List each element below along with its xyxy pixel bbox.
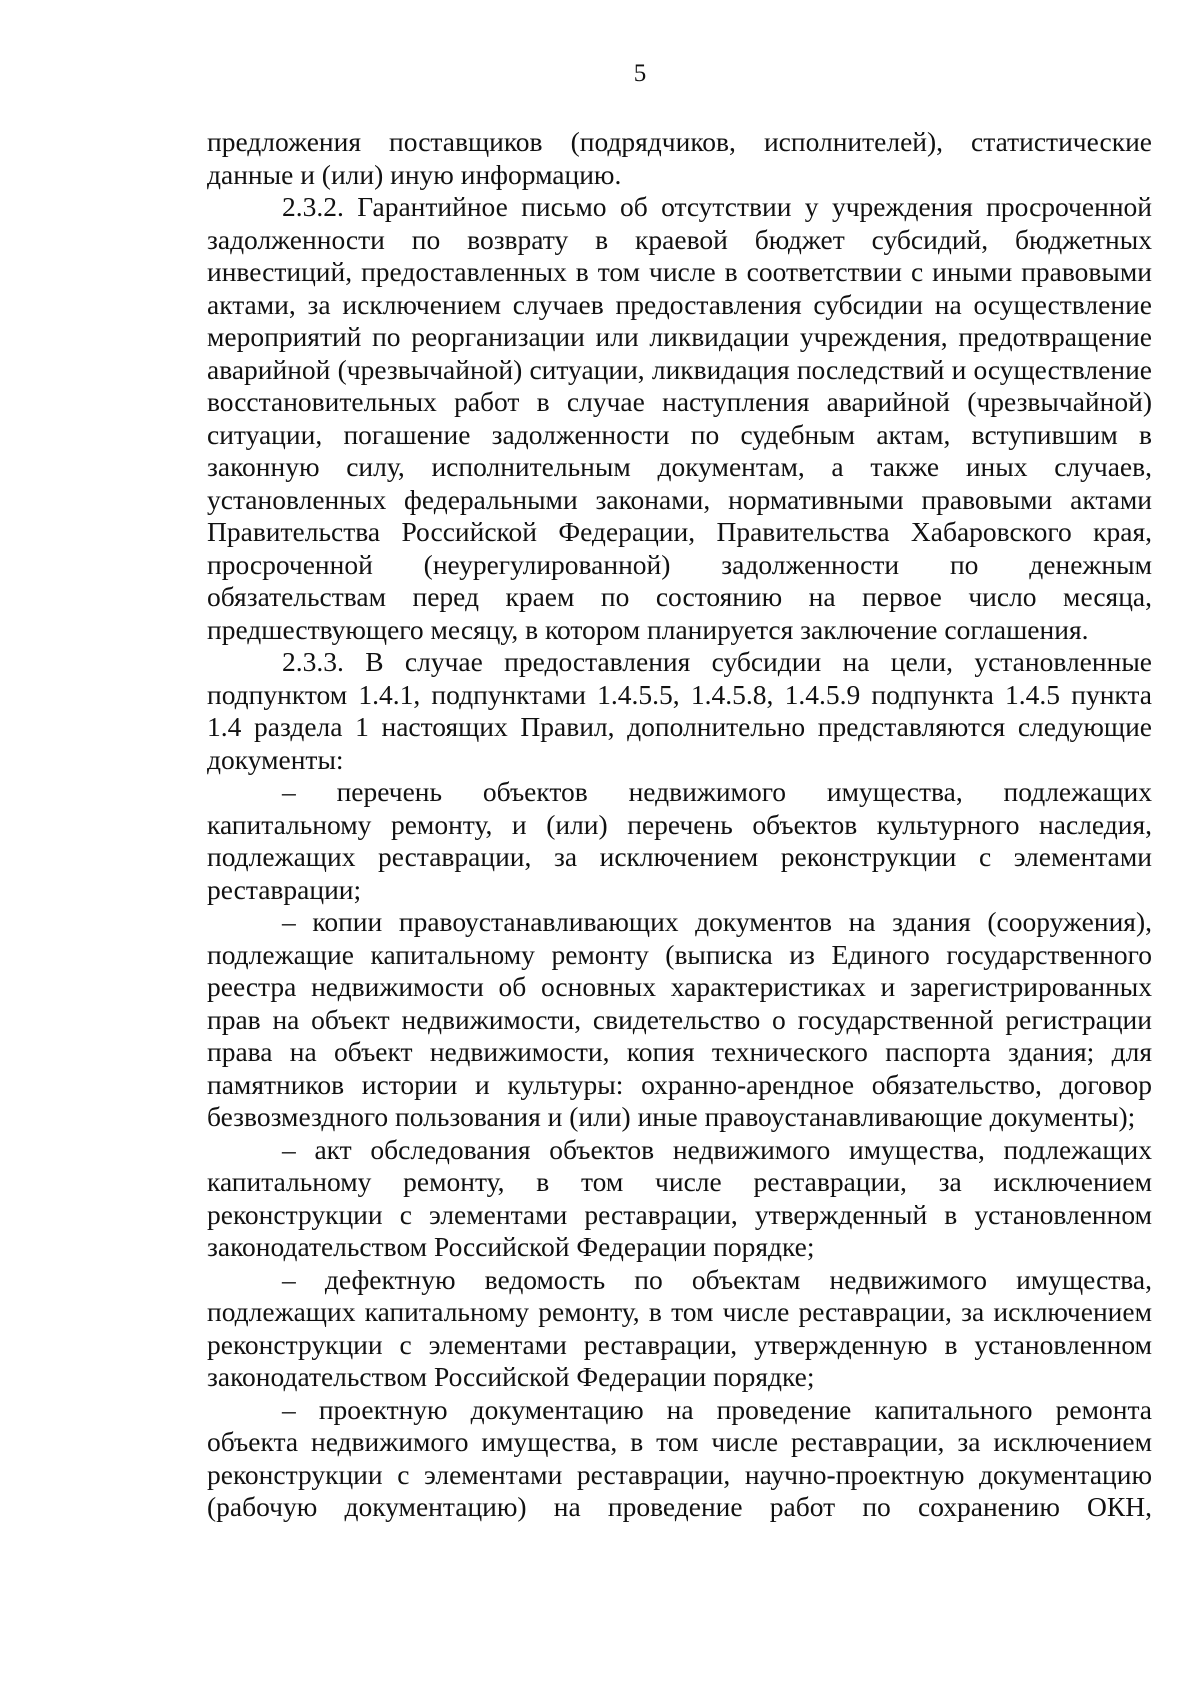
paragraph-2-3-3: 2.3.3. В случае предоставления субсидии на цели, установленные подпунктом 1.4.1, подпунктами 1.4.5.5, 1.4.5.8, 1.4.5.9 подпункта 1.4.5 пункта 1.4 раздела 1 настоящих Правил, дополнительно представляются следующие документы: xyxy=(207,646,1152,775)
paragraph-continuation: предложения поставщиков (подрядчиков, исполнителей), статистические данные и (или) иную информацию. xyxy=(207,126,1152,190)
list-item-ownership-documents: – копии правоустанавливающих документов на здания (сооружения), подлежащие капитальному ремонту (выписка из Единого государственного реестра недвижимости об основных характеристиках и зарегистрированных прав на объект недвижимости, свидетельство о государственной регистрации права на объект недвижимости, копия технического паспорта здания; для памятников истории и культуры: охранно-арендное обязательство, договор безвозмездного пользования и (или) иные правоустанавливающие документы); xyxy=(207,906,1152,1132)
list-item-inspection-act: – акт обследования объектов недвижимого имущества, подлежащих капитальному ремонту, в том числе реставрации, за исключением реконструкции с элементами реставрации, утвержденный в установленном законодательством Российской Федерации порядке; xyxy=(207,1133,1152,1262)
document-body xyxy=(207,126,1152,1524)
paragraph-2-3-2: 2.3.2. Гарантийное письмо об отсутствии у учреждения просроченной задолженности по возврату в краевой бюджет субсидий, бюджетных инвестиций, предоставленных в том числе в соответствии с иными правовыми актами, за исключением случаев предоставления субсидии на осуществление мероприятий по реорганизации или ликвидации учреждения, предотвращение аварийной (чрезвычайной) ситуации, ликвидация последствий и осуществление восстановительных работ в случае наступления аварийной (чрезвычайной) ситуации, погашение задолженности по судебным актам, вступившим в законную силу, исполнительным документам, а также иных случаев, установленных федеральными законами, нормативными правовыми актами Правительства Российской Федерации, Правительства Хабаровского края, просроченной (неурегулированной) задолженности по денежным обязательствам перед краем по состоянию на первое число месяца, предшествующего месяцу, в котором планируется заключение соглашения. xyxy=(207,191,1152,645)
list-item-defect-statement: – дефектную ведомость по объектам недвижимого имущества, подлежащих капитальному ремонту, в том числе реставрации, за исключением реконструкции с элементами реставрации, утвержденную в установленном законодательством Российской Федерации порядке; xyxy=(207,1263,1152,1392)
list-item-property-list: – перечень объектов недвижимого имущества, подлежащих капитальному ремонту, и (или) перечень объектов культурного наследия, подлежащих реставрации, за исключением реконструкции с элементами реставрации; xyxy=(207,776,1152,905)
list-item-project-documentation: – проектную документацию на проведение капитального ремонта объекта недвижимого имущества, в том числе реставрации, за исключением реконструкции с элементами реставрации, научно-проектную документацию (рабочую документацию) на проведение работ по сохранению ОКН, xyxy=(207,1393,1152,1522)
page-number: 5 xyxy=(633,60,647,87)
